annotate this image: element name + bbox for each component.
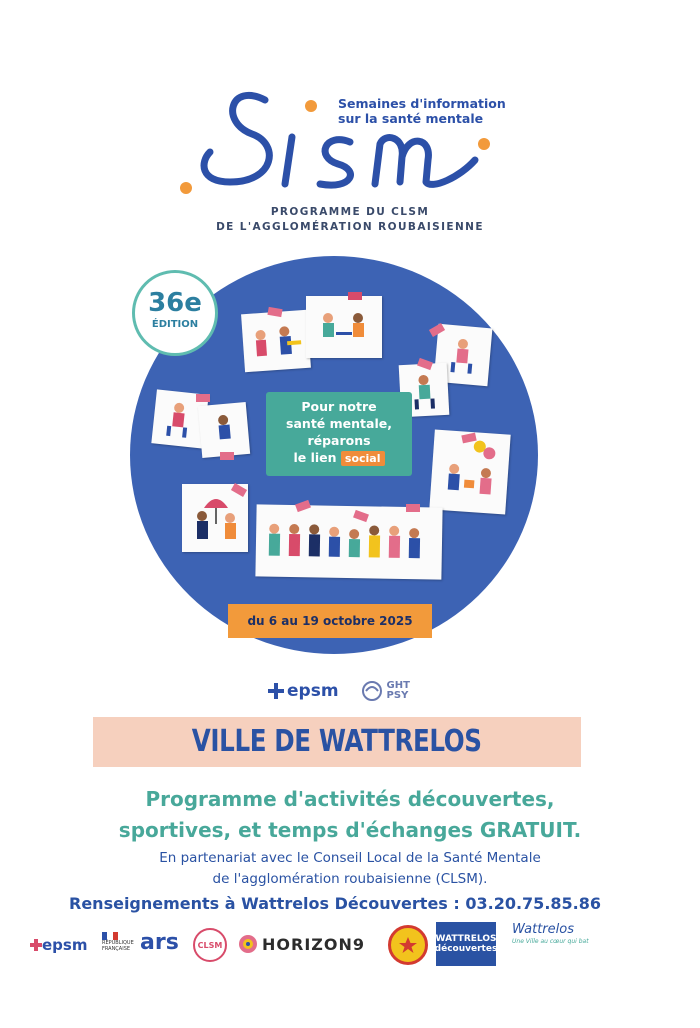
republique-francaise-logo [102,932,132,952]
epsm-logo-text: epsm [287,681,339,701]
epsm-logo [268,681,339,701]
illustration-photo-balloons [429,429,510,514]
epsm-cross-icon [30,939,42,951]
horizon9-logo [238,934,365,954]
illustration-photo-cafe [306,296,382,358]
marianne-flag-icon [102,932,118,940]
illustration-photo-friends [198,402,250,458]
clsm-logo: CLSM [193,928,227,962]
partenariat-line-1: En partenariat avec le Conseil Local de la Santé Mentale [159,850,541,866]
ght-line-1: GHT [386,680,410,691]
programme-clsm-line-2: DE L'AGGLOMÉRATION ROUBAISIENNE [216,221,484,233]
epsm-logo-bottom [30,936,87,954]
musicians-illustration [241,310,311,372]
programme-activites-line-2: sportives, et temps d'échanges GRATUIT. [118,818,582,842]
programme-activites-line-1: Programme d'activités découvertes, [145,787,555,811]
cafe-illustration [306,296,382,358]
republique-line-1: RÉPUBLIQUE [102,940,134,946]
illustration-photo-musicians [241,310,311,372]
slogan-line-4 [266,449,412,466]
balloons-illustration [429,429,510,514]
wattrelos-green-sub: Une Ville au cœur qui bat [512,938,589,945]
epsm-cross-icon [268,683,284,699]
star-icon [398,935,418,955]
republique-line-2: FRANÇAISE [102,946,131,952]
tape-decoration [348,292,362,300]
ght-swirl-icon [361,680,383,702]
bottom-partner-logos [28,922,608,972]
wattrelos-green-text: Wattrelos [512,922,574,937]
ght-line-2: PSY [386,690,409,701]
group-illustration [255,504,442,579]
illustration-photo-group [255,504,442,579]
programme-clsm-line-1: PROGRAMME DU CLSM [270,206,430,218]
slogan-line-3: réparons [307,433,371,448]
friends-illustration [198,402,250,458]
slogan-line-1: Pour notre [301,399,377,414]
slogan-social-highlight: social [341,451,385,466]
ght-psy-logo [361,680,410,702]
slogan-line-2: santé mentale, [286,416,392,431]
horizon9-text: HORIZON9 [262,934,365,954]
edition-badge [132,270,218,356]
tape-decoration [406,504,420,512]
slogan-box [266,392,412,476]
horizon-spiral-icon [238,934,258,954]
edition-label: ÉDITION [151,319,199,330]
dates-banner: du 6 au 19 octobre 2025 [228,604,432,638]
tagline-line-1: Semaines d'information [338,96,506,111]
wattrelos-blue-line-2: découvertes [434,944,498,954]
wattrelos-blue-line-1: WATTRELOS [435,934,497,944]
renseignements-line: Renseignements à Wattrelos Découvertes : 03.20.75.85.86 [69,894,601,913]
wattrelos-decouvertes-logo [436,922,496,966]
ville-title: VILLE DE WATTRELOS [192,724,482,759]
tape-decoration [196,394,210,402]
tagline-line-2: sur la santé mentale [338,111,484,126]
ars-logo: ars [140,930,179,955]
epsm-bottom-text: epsm [42,936,88,954]
wattrelos-ville-logo [512,924,589,948]
seal-logo [388,925,428,965]
tape-decoration [220,452,234,460]
ville-banner [93,717,581,767]
sism-tagline [338,96,506,126]
slogan-lien: le lien [293,450,337,465]
mid-partner-logos [268,678,410,704]
edition-number: 36e [148,288,202,318]
partenariat-line-2: de l'agglomération roubaisienne (CLSM). [212,871,488,887]
